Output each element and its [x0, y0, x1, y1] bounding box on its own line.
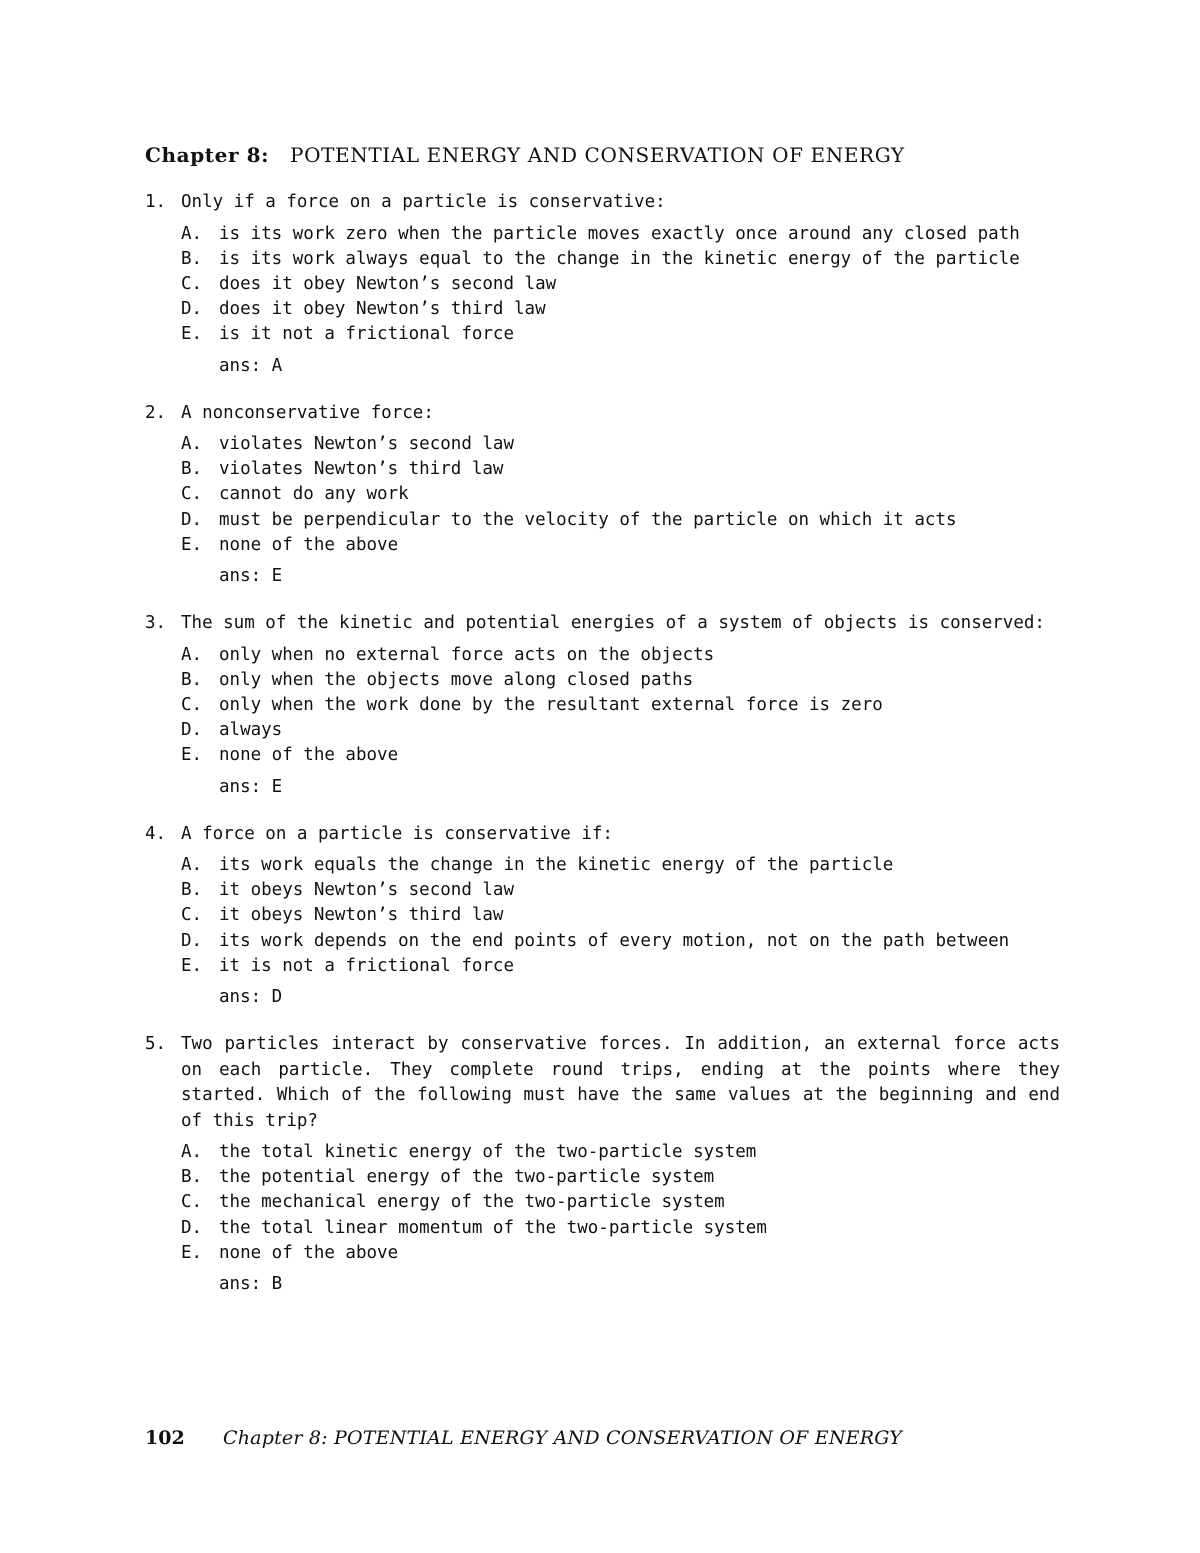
- chapter-label: Chapter 8:: [145, 143, 270, 167]
- choice-e: [181, 1241, 1060, 1266]
- choice-letter: C.: [181, 273, 203, 294]
- choice-e: [181, 322, 1060, 347]
- choice-b: [181, 457, 1060, 482]
- question-1: [145, 190, 1060, 379]
- choice-text: only when no external force acts on the objects: [219, 644, 715, 665]
- choice-letter: C.: [181, 694, 203, 715]
- choice-a: [181, 643, 1060, 668]
- answer-line: ans: E: [219, 776, 283, 797]
- choice-text: it obeys Newton’s third law: [219, 905, 504, 926]
- answer-line: ans: D: [219, 987, 283, 1008]
- page-number: 102: [145, 1427, 185, 1449]
- question-number: 4.: [145, 823, 167, 844]
- choice-text: none of the above: [219, 1242, 399, 1263]
- choice-b: [181, 878, 1060, 903]
- choice-e: [181, 743, 1060, 768]
- choice-text: it is not a frictional force: [219, 955, 515, 976]
- choice-letter: E.: [181, 534, 203, 555]
- choice-text: only when the work done by the resultant external force is zero: [219, 694, 883, 715]
- choice-text: is it not a frictional force: [219, 324, 515, 345]
- choice-text: its work depends on the end points of every motion, not on the path between: [219, 930, 1010, 951]
- question-stem: Only if a force on a particle is conservative:: [181, 192, 666, 212]
- question-stem: Two particles interact by conservative forces. In addition, an external force acts on each particle. They complete round trips, ending at the points where they started. Which of the following must have the same values at the beginning and end of this trip?: [181, 1034, 1060, 1131]
- choice-letter: B.: [181, 1167, 203, 1188]
- choice-c: [181, 903, 1060, 928]
- choice-d: [181, 718, 1060, 743]
- choice-letter: D.: [181, 930, 203, 951]
- choice-letter: D.: [181, 509, 203, 530]
- choice-b: [181, 668, 1060, 693]
- choice-text: the potential energy of the two-particle system: [219, 1167, 715, 1188]
- choice-text: its work equals the change in the kinetic energy of the particle: [219, 855, 894, 876]
- question-3: [145, 611, 1060, 800]
- choice-letter: C.: [181, 905, 203, 926]
- choice-text: the total kinetic energy of the two-particle system: [219, 1142, 757, 1163]
- choice-text: violates Newton’s third law: [219, 459, 504, 480]
- question-4: [145, 822, 1060, 1011]
- choice-letter: B.: [181, 459, 203, 480]
- choice-c: [181, 272, 1060, 297]
- running-head: Chapter 8: POTENTIAL ENERGY AND CONSERVATION OF ENERGY: [223, 1427, 903, 1449]
- choice-d: [181, 1216, 1060, 1241]
- question-2: [145, 401, 1060, 590]
- choice-text: the total linear momentum of the two-particle system: [219, 1217, 767, 1238]
- choice-letter: E.: [181, 745, 203, 766]
- choice-letter: A.: [181, 644, 203, 665]
- choice-text: is its work always equal to the change in the kinetic energy of the particle: [219, 248, 1020, 269]
- choice-letter: E.: [181, 955, 203, 976]
- choice-b: [181, 247, 1060, 272]
- choice-d: [181, 929, 1060, 954]
- choice-text: does it obey Newton’s second law: [219, 273, 557, 294]
- choice-c: [181, 1190, 1060, 1215]
- choice-text: is its work zero when the particle moves exactly once around any closed path: [219, 223, 1020, 244]
- choice-text: none of the above: [219, 534, 399, 555]
- choice-letter: A.: [181, 855, 203, 876]
- question-number: 5.: [145, 1034, 167, 1055]
- choice-letter: A.: [181, 223, 203, 244]
- choice-list: [181, 432, 1060, 558]
- choice-text: it obeys Newton’s second law: [219, 880, 515, 901]
- choice-b: [181, 1165, 1060, 1190]
- question-number: 2.: [145, 402, 167, 423]
- choice-letter: B.: [181, 880, 203, 901]
- choice-c: [181, 693, 1060, 718]
- choice-letter: C.: [181, 484, 203, 505]
- choice-a: [181, 222, 1060, 247]
- choice-text: none of the above: [219, 745, 399, 766]
- choice-d: [181, 297, 1060, 322]
- choice-list: [181, 1140, 1060, 1266]
- choice-letter: E.: [181, 324, 203, 345]
- choice-letter: D.: [181, 1217, 203, 1238]
- choice-text: the mechanical energy of the two-particle system: [219, 1192, 725, 1213]
- question-5: [145, 1032, 1060, 1297]
- choice-letter: B.: [181, 248, 203, 269]
- choice-letter: D.: [181, 299, 203, 320]
- choice-letter: E.: [181, 1242, 203, 1263]
- page-footer: [145, 1425, 1045, 1451]
- choice-d: [181, 508, 1060, 533]
- choice-text: must be perpendicular to the velocity of the particle on which it acts: [219, 509, 957, 530]
- page-title: [145, 141, 1105, 169]
- choice-a: [181, 432, 1060, 457]
- answer-line: ans: A: [219, 355, 283, 376]
- choice-letter: D.: [181, 720, 203, 741]
- question-number: 3.: [145, 613, 167, 634]
- choice-a: [181, 1140, 1060, 1165]
- choice-letter: A.: [181, 434, 203, 455]
- choice-text: violates Newton’s second law: [219, 434, 515, 455]
- question-stem: The sum of the kinetic and potential energies of a system of objects is conserved:: [181, 613, 1045, 634]
- choice-text: only when the objects move along closed paths: [219, 669, 694, 690]
- question-stem: A force on a particle is conservative if:: [181, 823, 613, 844]
- choice-list: [181, 222, 1060, 348]
- choice-e: [181, 533, 1060, 558]
- choice-list: [181, 853, 1060, 979]
- choice-letter: B.: [181, 669, 203, 690]
- answer-line: ans: B: [219, 1274, 283, 1295]
- choice-text: cannot do any work: [219, 484, 409, 505]
- answer-line: ans: E: [219, 566, 283, 587]
- choice-a: [181, 853, 1060, 878]
- choice-letter: A.: [181, 1142, 203, 1163]
- chapter-title-text: POTENTIAL ENERGY AND CONSERVATION OF ENERGY: [290, 143, 905, 167]
- choice-c: [181, 482, 1060, 507]
- question-number: 1.: [145, 192, 167, 212]
- choice-letter: C.: [181, 1192, 203, 1213]
- choice-list: [181, 643, 1060, 769]
- question-list: [145, 190, 1060, 1319]
- choice-text: does it obey Newton’s third law: [219, 299, 546, 320]
- question-stem: A nonconservative force:: [181, 402, 434, 423]
- choice-e: [181, 954, 1060, 979]
- choice-text: always: [219, 720, 283, 741]
